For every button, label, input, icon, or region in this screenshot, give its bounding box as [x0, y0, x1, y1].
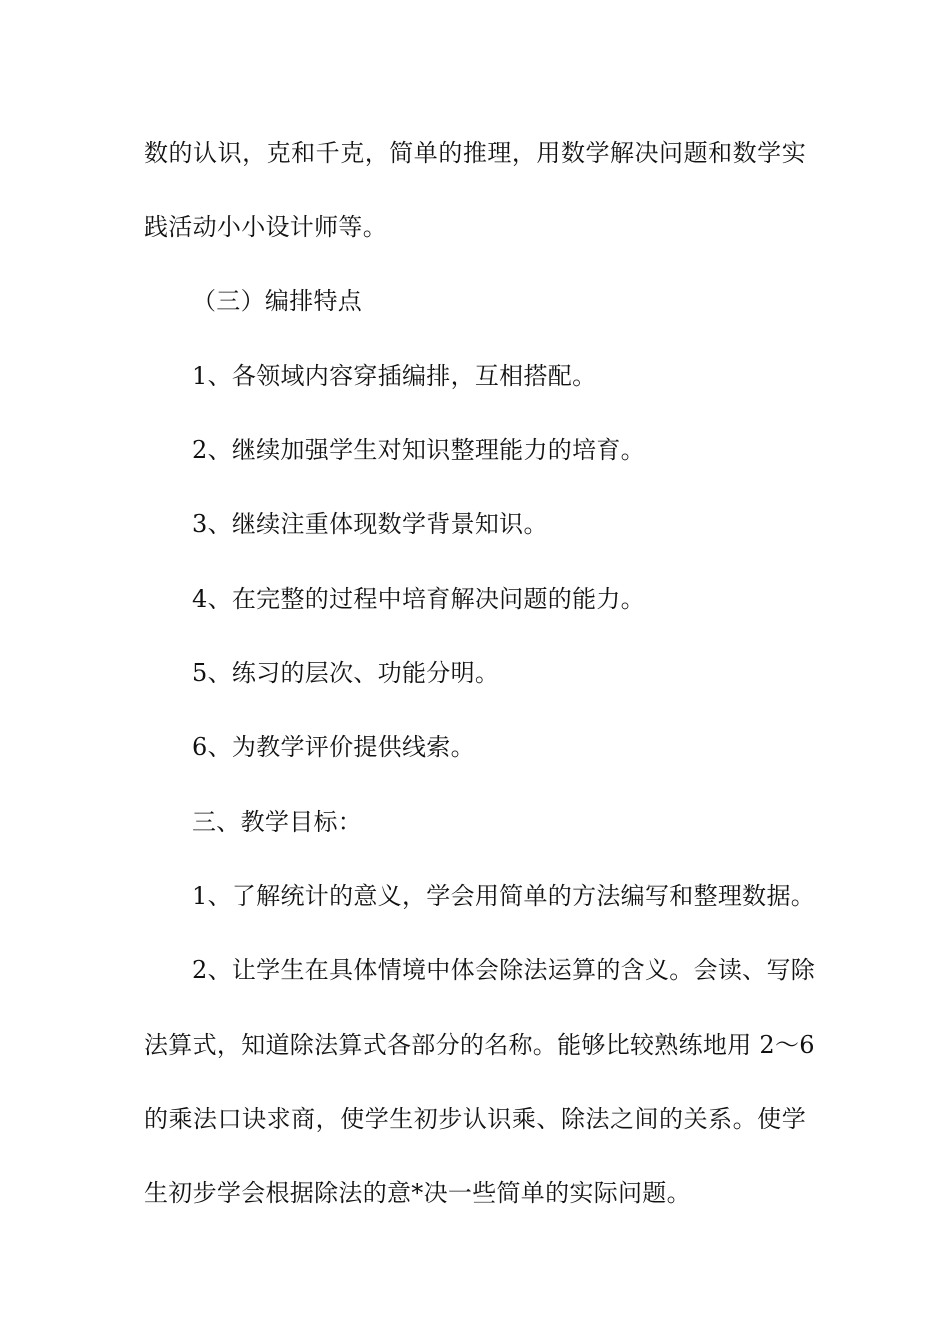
list-item: 1、各领域内容穿插编排，互相搭配。	[192, 362, 597, 390]
section-heading: 三、教学目标：	[192, 808, 363, 836]
paragraph-line: 践活动小小设计师等。	[144, 213, 387, 241]
paragraph-line: 生初步学会根据除法的意*决一些简单的实际问题。	[144, 1179, 691, 1207]
section-heading: （三）编排特点	[192, 287, 363, 315]
paragraph-line: 数的认识，克和千克，简单的推理，用数学解决问题和数学实	[144, 139, 806, 167]
list-item: 1、了解统计的意义，学会用简单的方法编写和整理数据。	[192, 882, 816, 910]
list-item: 3、继续注重体现数学背景知识。	[192, 510, 548, 538]
paragraph-line: 的乘法口诀求商，使学生初步认识乘、除法之间的关系。使学	[144, 1105, 806, 1133]
list-item: 2、继续加强学生对知识整理能力的培育。	[192, 436, 645, 464]
list-item: 5、练习的层次、功能分明。	[192, 659, 500, 687]
list-item: 4、在完整的过程中培育解决问题的能力。	[192, 585, 645, 613]
paragraph-line: 法算式，知道除法算式各部分的名称。能够比较熟练地用 2～6	[144, 1031, 815, 1059]
list-item: 6、为教学评价提供线索。	[192, 733, 475, 761]
list-item: 2、让学生在具体情境中体会除法运算的含义。会读、写除	[192, 956, 816, 984]
